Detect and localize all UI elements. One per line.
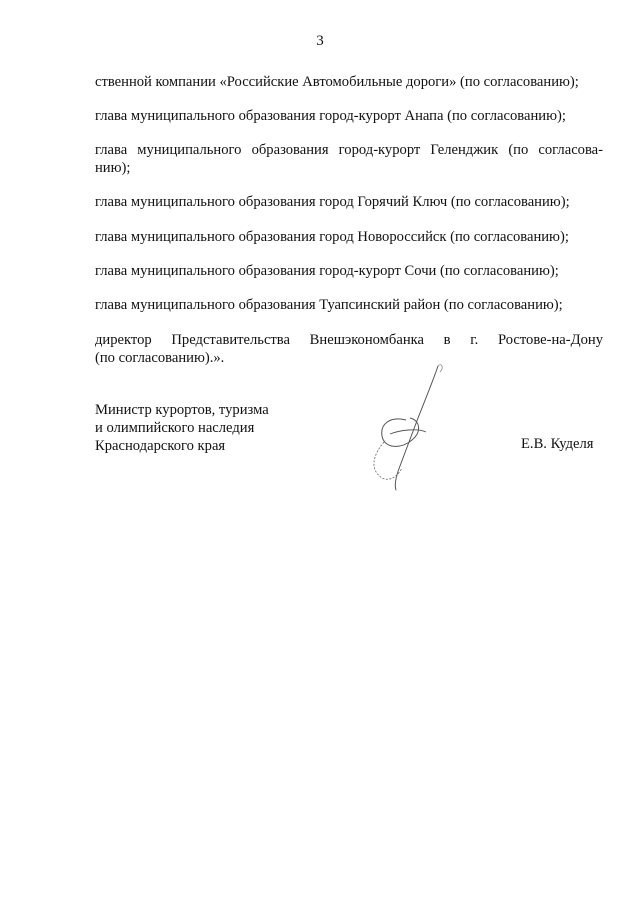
list-item bbox=[95, 107, 603, 125]
signer-position bbox=[95, 401, 269, 455]
list-item-text-continuation: (по согласованию).». bbox=[95, 350, 225, 366]
signer-position-line: и олимпийского наследия bbox=[95, 420, 255, 436]
page-number: 3 bbox=[316, 33, 324, 49]
list-item-text: директор Представительства Внешэкономбанка в г. Ростове-на-Дону bbox=[95, 332, 603, 348]
list-item bbox=[95, 193, 603, 211]
signer-position-line: Министр курортов, туризма bbox=[95, 402, 269, 418]
signer-name: Е.В. Куделя bbox=[521, 436, 594, 452]
list-item-text-continuation: нию); bbox=[95, 160, 131, 176]
signer-position-line: Краснодарского края bbox=[95, 438, 226, 454]
list-item bbox=[95, 262, 603, 280]
handwritten-signature bbox=[360, 358, 460, 498]
list-item-text: глава муниципального образования город-курорт Геленджик (по согласова- bbox=[95, 142, 603, 158]
list-item-text: глава муниципального образования Туапсинский район (по согласованию); bbox=[95, 297, 563, 313]
list-item-text: глава муниципального образования город-курорт Анапа (по согласованию); bbox=[95, 108, 566, 124]
list-item-text: глава муниципального образования город-курорт Сочи (по согласованию); bbox=[95, 263, 559, 279]
list-item-text: глава муниципального образования город Новороссийск (по согласованию); bbox=[95, 229, 569, 245]
list-item bbox=[95, 73, 603, 91]
list-item-text: ственной компании «Российские Автомобильные дороги» (по согласованию); bbox=[95, 74, 579, 90]
list-item bbox=[95, 228, 603, 246]
list-item bbox=[95, 331, 603, 367]
list-item bbox=[95, 141, 603, 177]
list-item bbox=[95, 296, 603, 314]
list-item-text: глава муниципального образования город Горячий Ключ (по согласованию); bbox=[95, 194, 570, 210]
